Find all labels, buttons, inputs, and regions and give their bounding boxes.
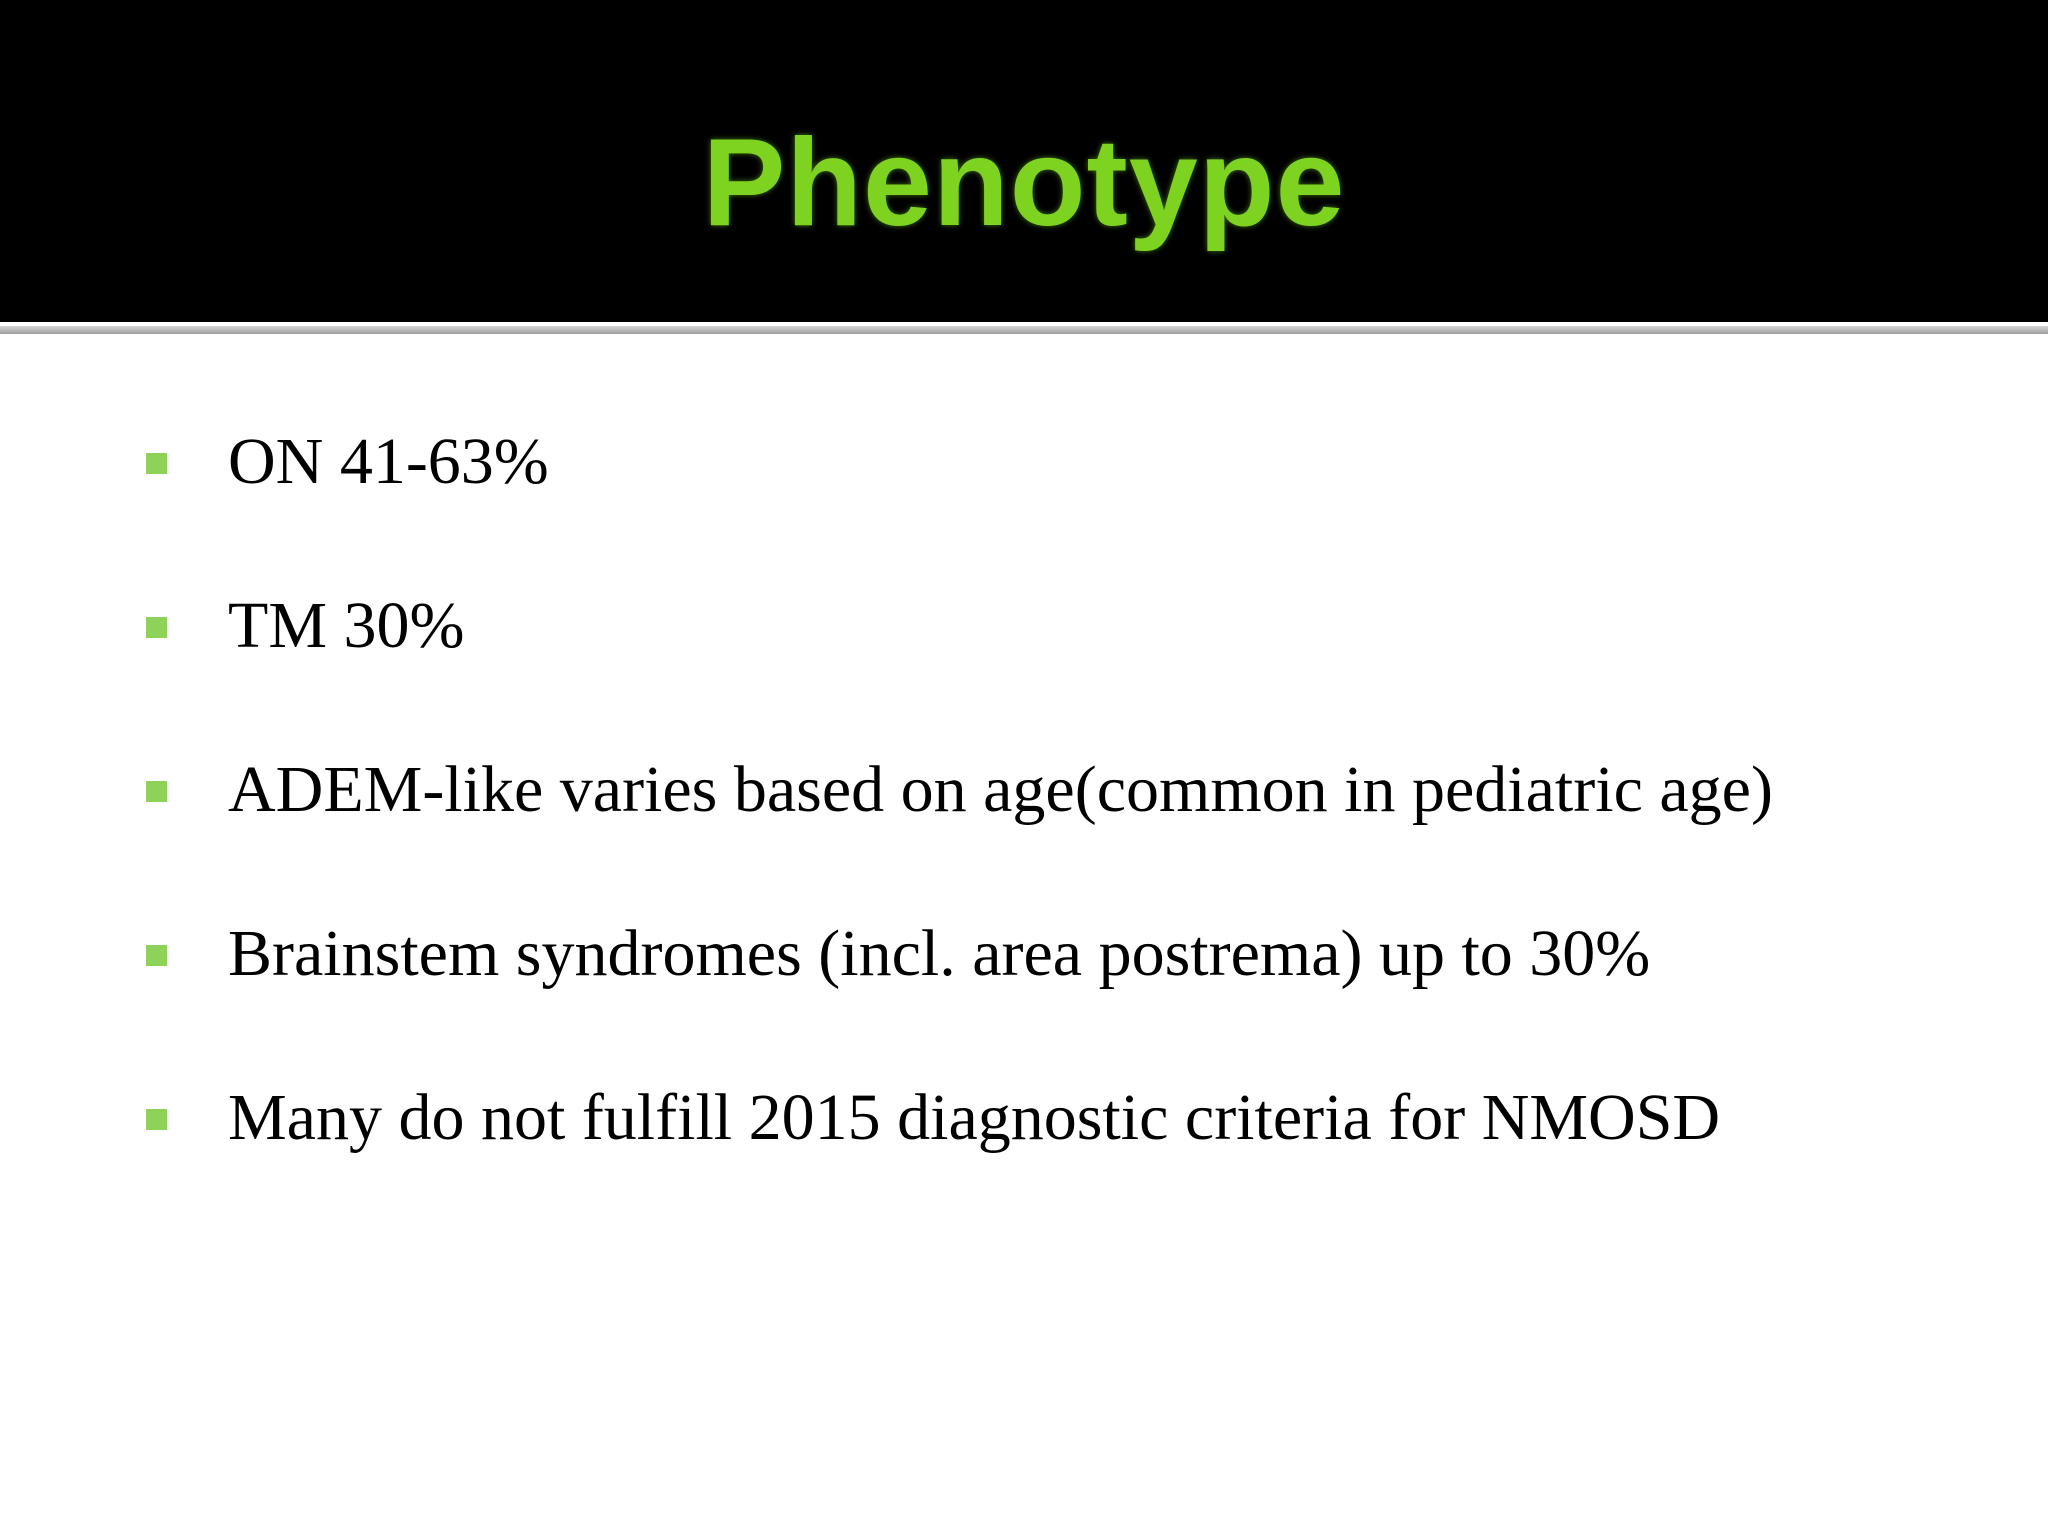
square-bullet-icon — [146, 453, 167, 474]
bullet-item — [0, 740, 2048, 840]
bullet-item — [0, 412, 2048, 512]
slide-title: Phenotype — [702, 114, 1346, 252]
square-bullet-icon — [146, 945, 167, 966]
bullet-item — [0, 904, 2048, 1004]
bullet-item — [0, 576, 2048, 676]
bullet-text: TM 30% — [228, 589, 465, 662]
square-bullet-icon — [146, 617, 167, 638]
bullet-text: Many do not fulfill 2015 diagnostic criteria for NMOSD — [228, 1081, 1721, 1154]
bullet-text: ADEM-like varies based on age(common in pediatric age) — [228, 753, 1773, 826]
bullet-text: ON 41-63% — [228, 425, 549, 498]
bullet-text: Brainstem syndromes (incl. area postrema) up to 30% — [228, 917, 1651, 990]
bullet-item — [0, 1068, 2048, 1168]
square-bullet-icon — [146, 1109, 167, 1130]
square-bullet-icon — [146, 781, 167, 802]
